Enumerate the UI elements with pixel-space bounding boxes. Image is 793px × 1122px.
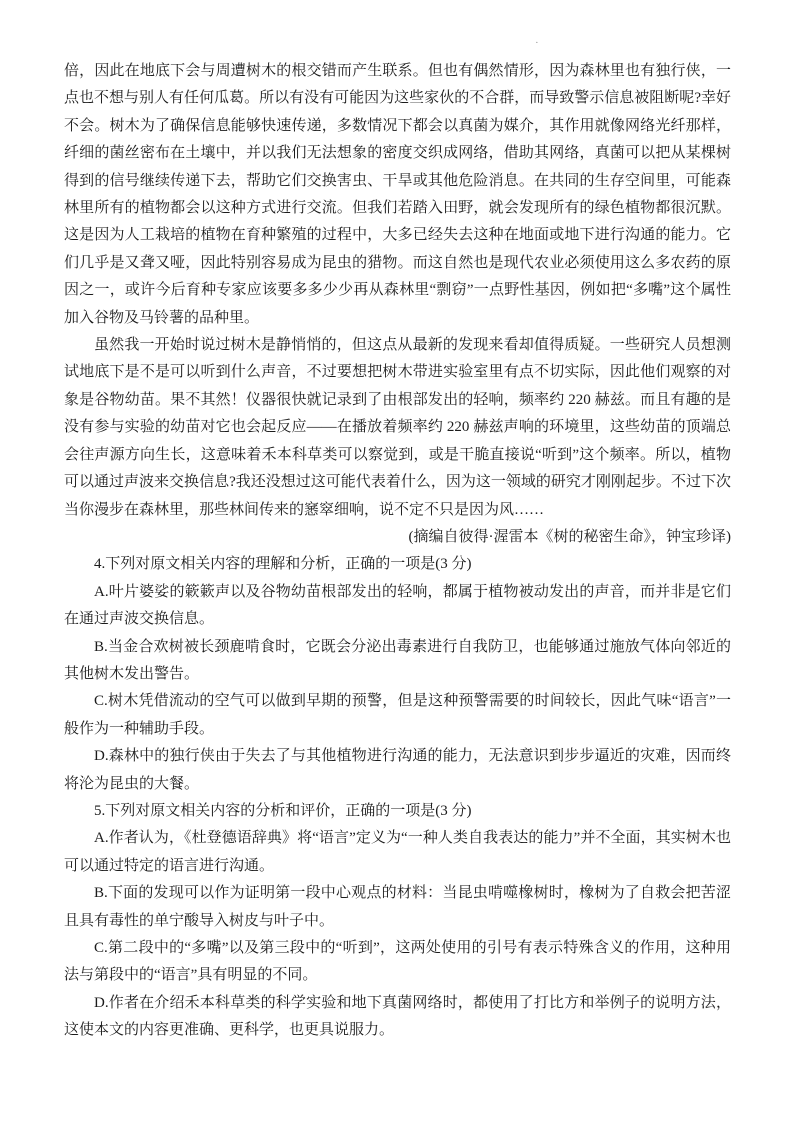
passage-paragraph-2: 虽然我一开始时说过树木是静悄悄的，但这点从最新的发现来看却值得质疑。一些研究人员想测试地底下是不是可以听到什么声音，不过要想把树木带进实验室里有点不切实际，因此他们观察的对象是谷物幼苗。果不其然！仪器很快就记录到了由根部发出的轻响，频率约 220 赫兹。而且有趣的是没有参与实验的幼苗对它也会起反应——在播放着频率约 220 赫兹声响的环境里，这些幼苗的顶端总会往声源方向生长，这意味着禾本科草类可以察觉到，或是干脆直接说“听到”这个频率。所以，植物可以通过声波来交换信息?我还没想过这可能代表着什么，因为这一领域的研究才刚刚起步。不过下次当你漫步在森林里，那些林间传来的窸窣细响，说不定不只是因为风…… xyxy=(64,337,731,518)
question-4-option-d: D.森林中的独行侠由于失去了与其他植物进行沟通的能力，无法意识到步步逼近的灾难，因而终将沦为昆虫的大餐。 xyxy=(64,748,731,792)
question-4-option-b: B.当金合欢树被长颈鹿啃食时，它既会分泌出毒素进行自我防卫，也能够通过施放气体向邻近的其他树木发出警告。 xyxy=(64,638,731,682)
question-4-stem: 4.下列对原文相关内容的理解和分析，正确的一项是(3 分) xyxy=(94,556,472,573)
page-mark: · xyxy=(535,37,539,49)
passage-attribution: (摘编自彼得·渥雷本《树的秘密生命》，钟宝珍译) xyxy=(408,528,731,545)
question-5-stem: 5.下列对原文相关内容的分析和评价，正确的一项是(3 分) xyxy=(94,802,472,819)
question-5-option-a: A.作者认为，《杜登德语辞典》将“语言”定义为“一种人类自我表达的能力”并不全面，其实树木也可以通过特定的语言进行沟通。 xyxy=(64,830,731,874)
question-5 xyxy=(64,798,731,1045)
passage-paragraph-1: 倍，因此在地底下会与周遭树木的根交错而产生联系。但也有偶然情形，因为森林里也有独行侠，一点也不想与别人有任何瓜葛。所以有没有可能因为这些家伙的不合群，而导致警示信息被阻断呢?幸好不会。树木为了确保信息能够快速传递，多数情况下都会以真菌为媒介，其作用就像网络光纤那样，纤细的菌丝密布在土壤中，并以我们无法想象的密度交织成网络，借助其网络，真菌可以把从某棵树得到的信号继续传递下去，帮助它们交换害虫、干旱或其他危险消息。在共同的生存空间里，可能森林里所有的植物都会以这种方式进行交流。但我们若踏入田野，就会发现所有的绿色植物都很沉默。这是因为人工栽培的植物在育种繁殖的过程中，大多已经失去这种在地面或地下进行沟通的能力。它们几乎是又聋又哑，因此特别容易成为昆虫的猎物。而这自然也是现代农业必须使用这么多农药的原因之一，或许今后育种专家应该要多多少少再从森林里“剽窃”一点野性基因，例如把“多嘴”这个属性加入谷物及马铃薯的品种里。 xyxy=(64,63,731,326)
question-5-option-c: C.第二段中的“多嘴”以及第三段中的“听到”，这两处使用的引号有表示特殊含义的作用，这种用法与第段中的“语言”具有明显的不同。 xyxy=(64,940,731,984)
question-4-option-a: A.叶片婆娑的簌簌声以及谷物幼苗根部发出的轻响，都属于植物被动发出的声音，而并非是它们在通过声波交换信息。 xyxy=(64,583,731,628)
question-5-option-b: B.下面的发现可以作为证明第一段中心观点的材料：当昆虫啃噬橡树时，橡树为了自救会把苦涩且具有毒性的单宁酸导入树皮与叶子中。 xyxy=(64,885,731,929)
question-4 xyxy=(64,551,731,798)
exam-page-content xyxy=(64,58,731,1045)
question-5-option-d: D.作者在介绍禾本科草类的科学实验和地下真菌网络时，都使用了打比方和举例子的说明方法，这使本文的内容更准确、更科学，也更具说服力。 xyxy=(64,994,731,1039)
question-4-option-c: C.树木凭借流动的空气可以做到早期的预警，但是这种预警需要的时间较长，因此气味“语言”一般作为一种辅助手段。 xyxy=(64,693,731,737)
